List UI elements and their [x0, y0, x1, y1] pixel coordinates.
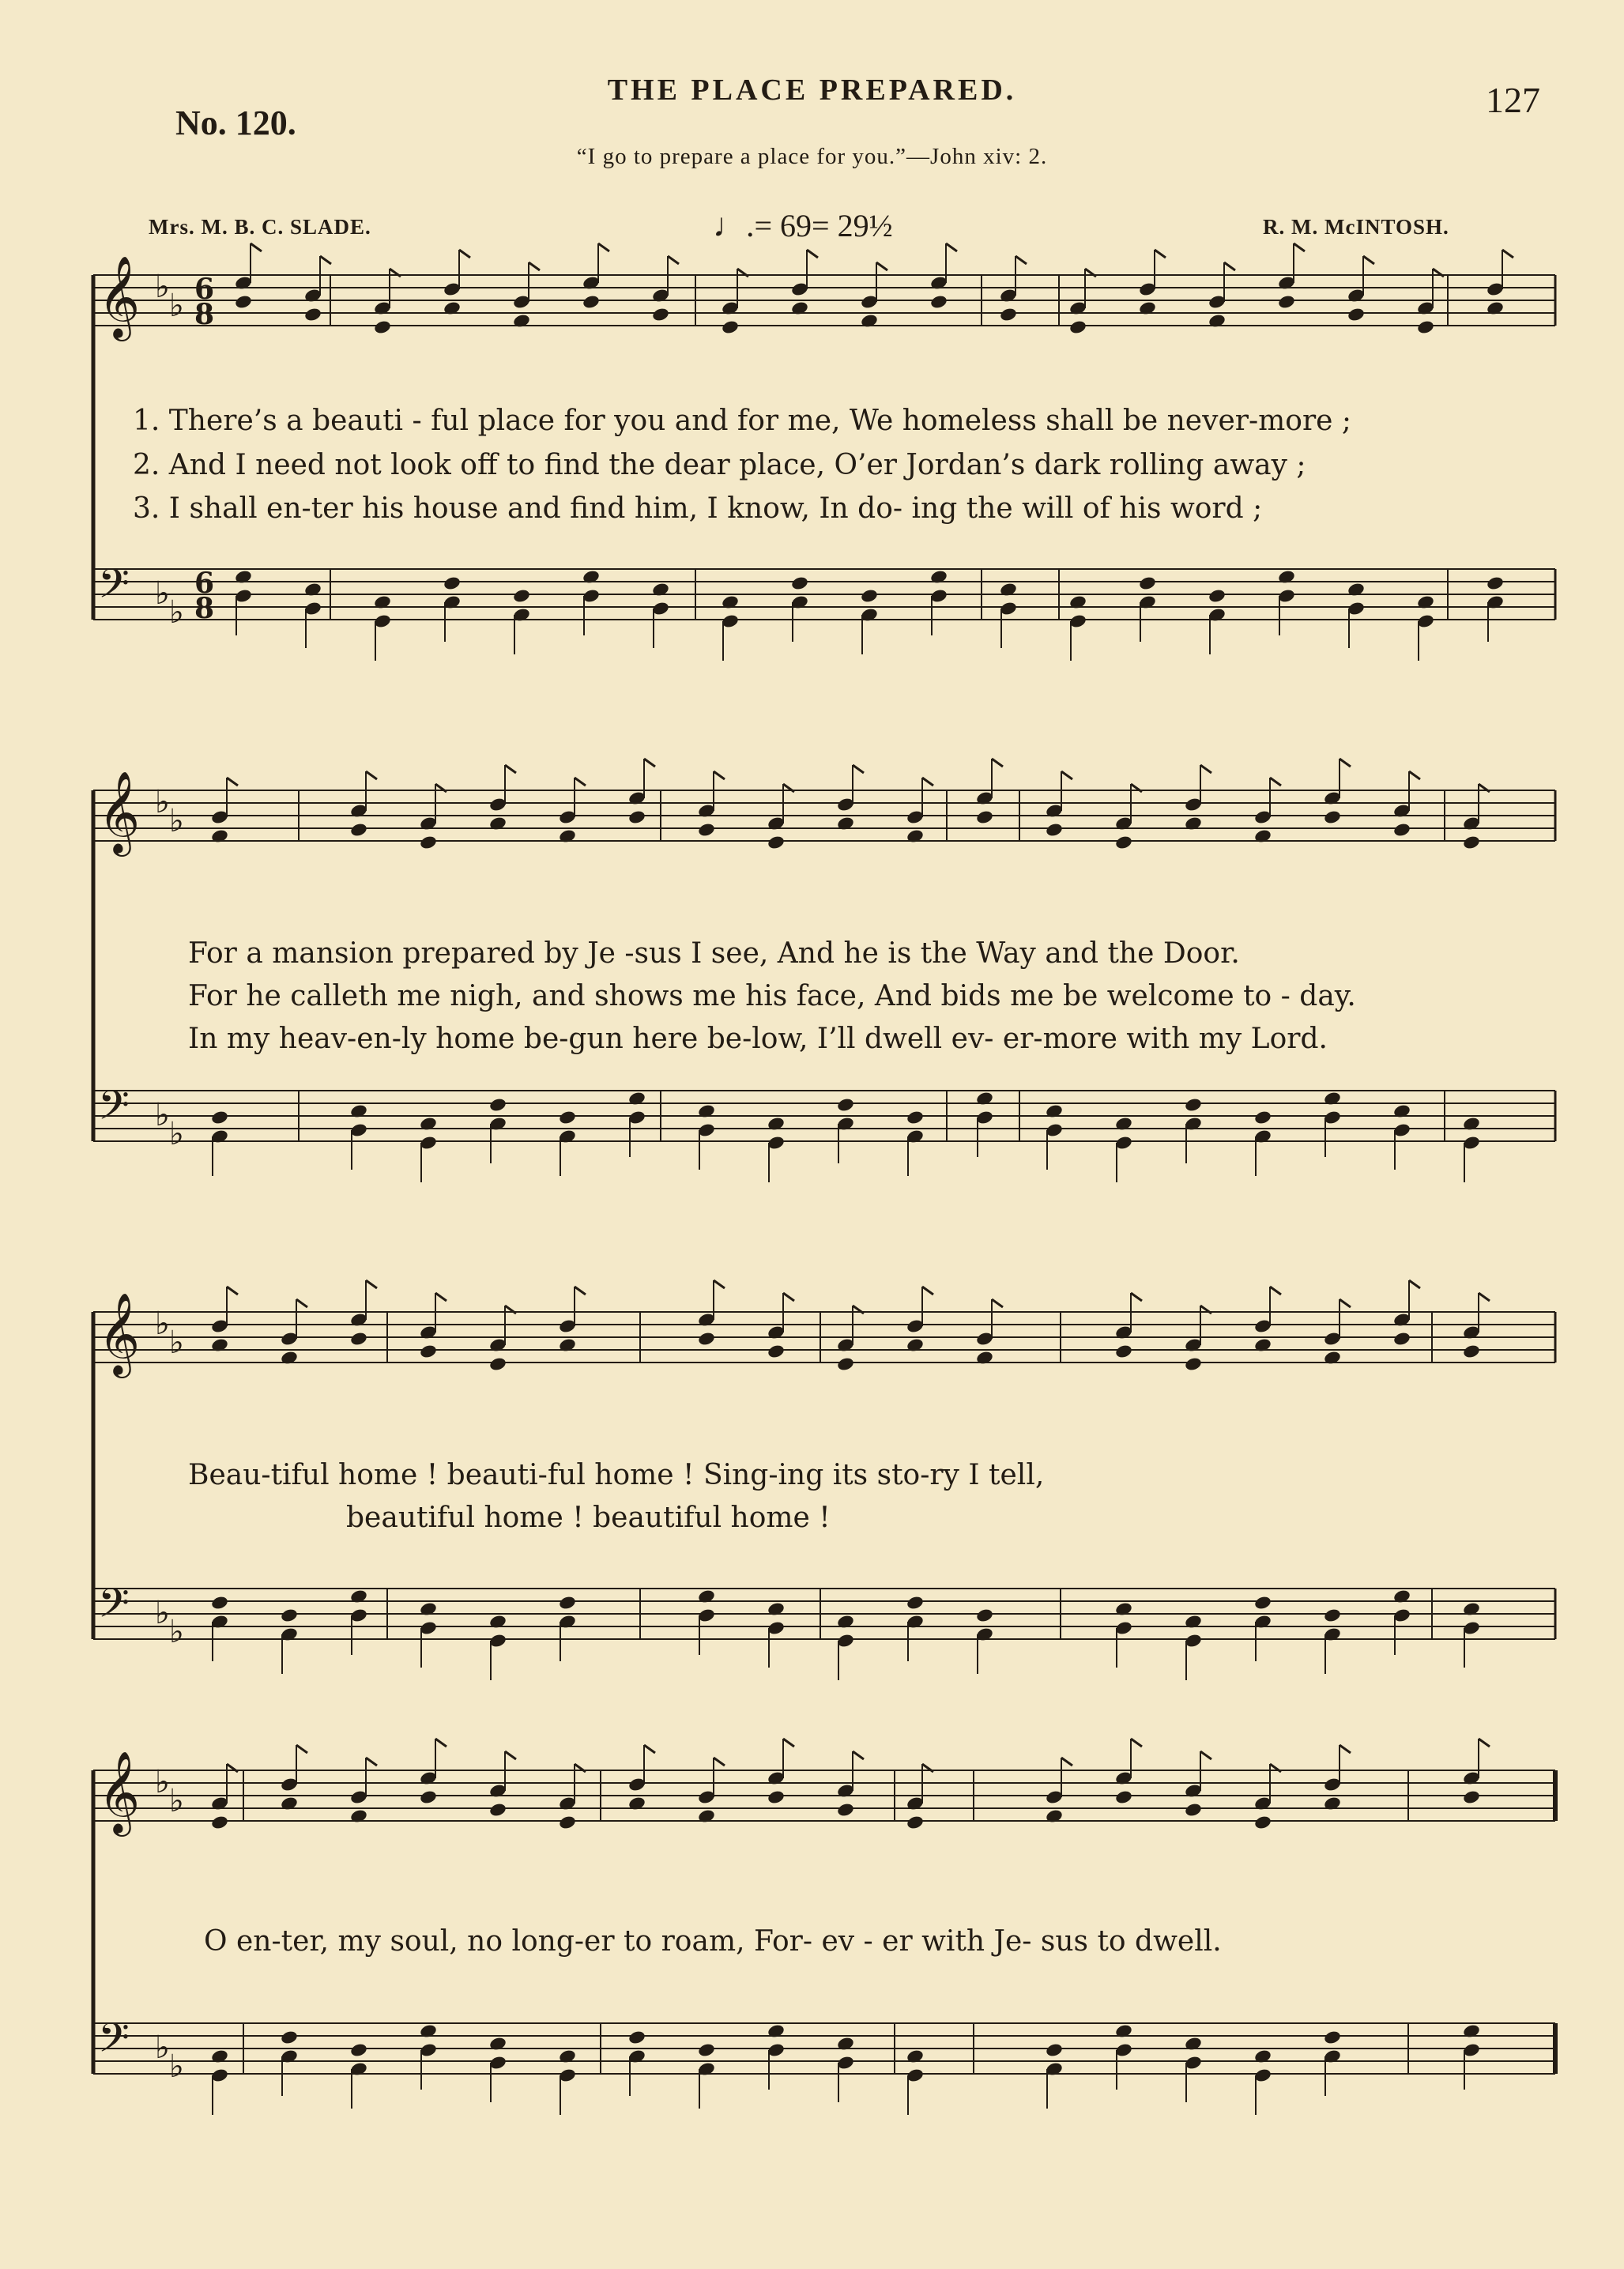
notehead [1462, 835, 1481, 850]
notehead [1486, 575, 1505, 591]
flat-sign-icon: ♭ [169, 803, 184, 839]
notehead [836, 1097, 855, 1113]
notehead [721, 319, 740, 335]
notehead [697, 1331, 716, 1347]
note-flag [853, 765, 864, 773]
notehead [651, 307, 670, 322]
note-flag [1224, 262, 1235, 270]
notehead [1416, 319, 1435, 335]
note-flag [1061, 1758, 1072, 1766]
treble-clef-icon: 𝄞 [98, 771, 141, 854]
note-flag [1502, 250, 1513, 258]
notehead [234, 294, 253, 310]
notehead [349, 1331, 368, 1347]
notehead [349, 822, 368, 838]
note-flag [807, 250, 818, 258]
note-flag [644, 759, 655, 767]
note-flag [366, 771, 377, 779]
flat-sign-icon: ♭ [155, 1097, 170, 1133]
note-flag [505, 1751, 516, 1759]
notehead [929, 294, 948, 310]
flat-sign-icon: ♭ [155, 1595, 170, 1631]
notehead [210, 1595, 229, 1611]
notehead [443, 575, 462, 591]
treble-clef-icon: 𝄞 [98, 255, 141, 338]
notehead [906, 1110, 925, 1125]
scripture-epigraph: “I go to prepare a place for you.”—John xiv: 2. [576, 144, 1048, 169]
note-flag [853, 1751, 864, 1759]
notehead [1184, 1802, 1203, 1818]
note-flag [1061, 771, 1072, 779]
note-flag [505, 765, 516, 773]
notehead [1323, 1608, 1342, 1623]
note-flag [366, 1758, 377, 1766]
note-flag [296, 1745, 307, 1753]
notehead [906, 1595, 925, 1611]
note-flag [668, 256, 679, 264]
note-flag [529, 262, 540, 270]
note-flag [435, 1293, 447, 1301]
time-signature-denominator: 8 [194, 592, 215, 625]
note-flag [227, 1287, 238, 1295]
treble-clef-icon: 𝄞 [98, 1751, 141, 1834]
notehead [1323, 809, 1342, 825]
lyricist-credit: Mrs. M. B. C. SLADE. [149, 215, 371, 239]
flat-sign-icon: ♭ [169, 288, 184, 324]
note-flag [714, 1280, 725, 1288]
note-flag [598, 243, 609, 251]
notehead [558, 1110, 577, 1125]
notehead [512, 588, 531, 604]
notehead [558, 1595, 577, 1611]
bass-clef-icon: 𝄢 [98, 1081, 130, 1139]
notehead [627, 809, 646, 825]
note-flag [251, 243, 262, 251]
flat-sign-icon: ♭ [169, 1325, 184, 1361]
notehead [419, 1344, 438, 1359]
note-flag [1200, 1751, 1211, 1759]
note-flag [644, 1745, 655, 1753]
notehead [1347, 307, 1366, 322]
notehead [975, 1608, 994, 1623]
note-flag [1270, 778, 1281, 786]
note-flag [1409, 1280, 1420, 1288]
dotted-quarter-note-icon: ♩. [713, 208, 755, 244]
notehead [210, 1815, 229, 1830]
notehead [303, 307, 322, 322]
note-flag [575, 778, 586, 786]
verse-3-line-2: In my heav-en-ly home be-gun here be-low, I’ll dwell ev- er-more with my Lord. [188, 1023, 1328, 1055]
notehead [1114, 835, 1133, 850]
note-flag [459, 250, 470, 258]
treble-clef-icon: 𝄞 [98, 1292, 141, 1375]
notehead [767, 1344, 786, 1359]
notehead [1184, 1097, 1203, 1113]
verse-2-line-1: 2. And I need not look off to find the dear place, O’er Jordan’s dark rolling away ; [133, 449, 1306, 481]
note-flag [1363, 256, 1374, 264]
composer-credit: R. M. McINTOSH. [1263, 215, 1449, 239]
notehead [210, 1110, 229, 1125]
notehead [999, 307, 1018, 322]
notehead [1184, 1356, 1203, 1372]
refrain-echo-line: beautiful home ! beautiful home ! [346, 1502, 831, 1534]
notehead [627, 2030, 646, 2045]
refrain-line-1: Beau-tiful home ! beauti-ful home ! Sing-ing its sto-ry I tell, [188, 1459, 1045, 1491]
notehead [1323, 2030, 1342, 2045]
note-flag [435, 1739, 447, 1747]
note-flag [1340, 759, 1351, 767]
note-flag [946, 243, 957, 251]
notehead [767, 835, 786, 850]
bass-clef-icon: 𝄢 [98, 1579, 130, 1637]
notehead [975, 809, 994, 825]
flat-sign-icon: ♭ [155, 784, 170, 820]
note-flag [1200, 765, 1211, 773]
note-flag [1294, 243, 1305, 251]
note-flag [1409, 771, 1420, 779]
flat-sign-icon: ♭ [169, 1614, 184, 1650]
note-flag [1479, 1739, 1490, 1747]
note-flag [1479, 1293, 1490, 1301]
flat-sign-icon: ♭ [169, 1116, 184, 1152]
page-number: 127 [1486, 80, 1540, 120]
note-flag [992, 759, 1003, 767]
notehead [280, 1608, 299, 1623]
hymn-number: No. 120. [175, 104, 296, 142]
hymn-title: THE PLACE PREPARED. [607, 73, 1017, 107]
refrain-line-2: O en-ter, my soul, no long-er to roam, For- ev - er with Je- sus to dwell. [204, 1925, 1222, 1958]
notehead [1138, 575, 1157, 591]
verse-3-line-1: 3. I shall en-ter his house and find him, I know, In do- ing the will of his word ; [133, 492, 1263, 525]
notehead [349, 2042, 368, 2058]
notehead [280, 2030, 299, 2045]
notehead [1392, 1331, 1411, 1347]
notehead [1462, 1789, 1481, 1805]
tempo-value: = 69= 29½ [754, 208, 893, 243]
notehead [1253, 1110, 1272, 1125]
notehead [1068, 319, 1087, 335]
verse-1-line-2: For a mansion prepared by Je -sus I see, And he is the Way and the Door. [188, 937, 1240, 970]
notehead [1114, 1344, 1133, 1359]
note-flag [992, 1299, 1003, 1307]
bass-clef-icon: 𝄢 [98, 560, 130, 617]
notehead [790, 575, 809, 591]
flat-sign-icon: ♭ [155, 2030, 170, 2066]
note-flag [296, 1299, 307, 1307]
notehead [558, 1815, 577, 1830]
note-flag [575, 1287, 586, 1295]
notehead [1045, 822, 1064, 838]
notehead [1208, 588, 1226, 604]
notehead [1253, 1595, 1272, 1611]
note-flag [783, 1739, 794, 1747]
note-flag [1015, 256, 1027, 264]
note-flag [1155, 250, 1166, 258]
flat-sign-icon: ♭ [155, 1306, 170, 1342]
notehead [1114, 1789, 1133, 1805]
notehead [860, 588, 879, 604]
note-flag [922, 1287, 933, 1295]
flat-sign-icon: ♭ [155, 575, 170, 612]
time-signature-denominator: 8 [194, 298, 215, 331]
flat-sign-icon: ♭ [155, 1764, 170, 1800]
note-flag [1270, 1287, 1281, 1295]
note-flag [227, 778, 238, 786]
note-flag [1340, 1299, 1351, 1307]
note-flag [714, 771, 725, 779]
notehead [488, 1802, 507, 1818]
notehead [697, 822, 716, 838]
note-flag [714, 1758, 725, 1766]
bass-clef-icon: 𝄢 [98, 2014, 130, 2071]
notehead [1253, 1815, 1272, 1830]
notehead [1392, 822, 1411, 838]
notehead [488, 1356, 507, 1372]
note-flag [922, 778, 933, 786]
note-flag [1340, 1745, 1351, 1753]
note-flag [1131, 1739, 1142, 1747]
flat-sign-icon: ♭ [169, 594, 184, 631]
flat-sign-icon: ♭ [169, 1783, 184, 1819]
note-flag [366, 1280, 377, 1288]
notehead [767, 1789, 786, 1805]
notehead [836, 1356, 855, 1372]
notehead [419, 1789, 438, 1805]
notehead [836, 1802, 855, 1818]
notehead [906, 1815, 925, 1830]
note-flag [783, 1293, 794, 1301]
notehead [419, 835, 438, 850]
flat-sign-icon: ♭ [169, 2049, 184, 2085]
notehead [373, 319, 392, 335]
note-flag [1131, 1293, 1142, 1301]
notehead [582, 294, 601, 310]
notehead [697, 2042, 716, 2058]
notehead [1462, 1344, 1481, 1359]
note-flag [320, 256, 331, 264]
note-flag [876, 262, 887, 270]
time-signature-numerator: 6 [194, 273, 215, 306]
notehead [1277, 294, 1296, 310]
flat-sign-icon: ♭ [155, 269, 170, 305]
notehead [1045, 2042, 1064, 2058]
verse-1-line-1: 1. There’s a beauti - ful place for you and for me, We homeless shall be never-more ; [133, 405, 1352, 437]
verse-2-line-2: For he calleth me nigh, and shows me his face, And bids me be welcome to - day. [188, 980, 1356, 1012]
time-signature-numerator: 6 [194, 567, 215, 600]
notehead [488, 1097, 507, 1113]
